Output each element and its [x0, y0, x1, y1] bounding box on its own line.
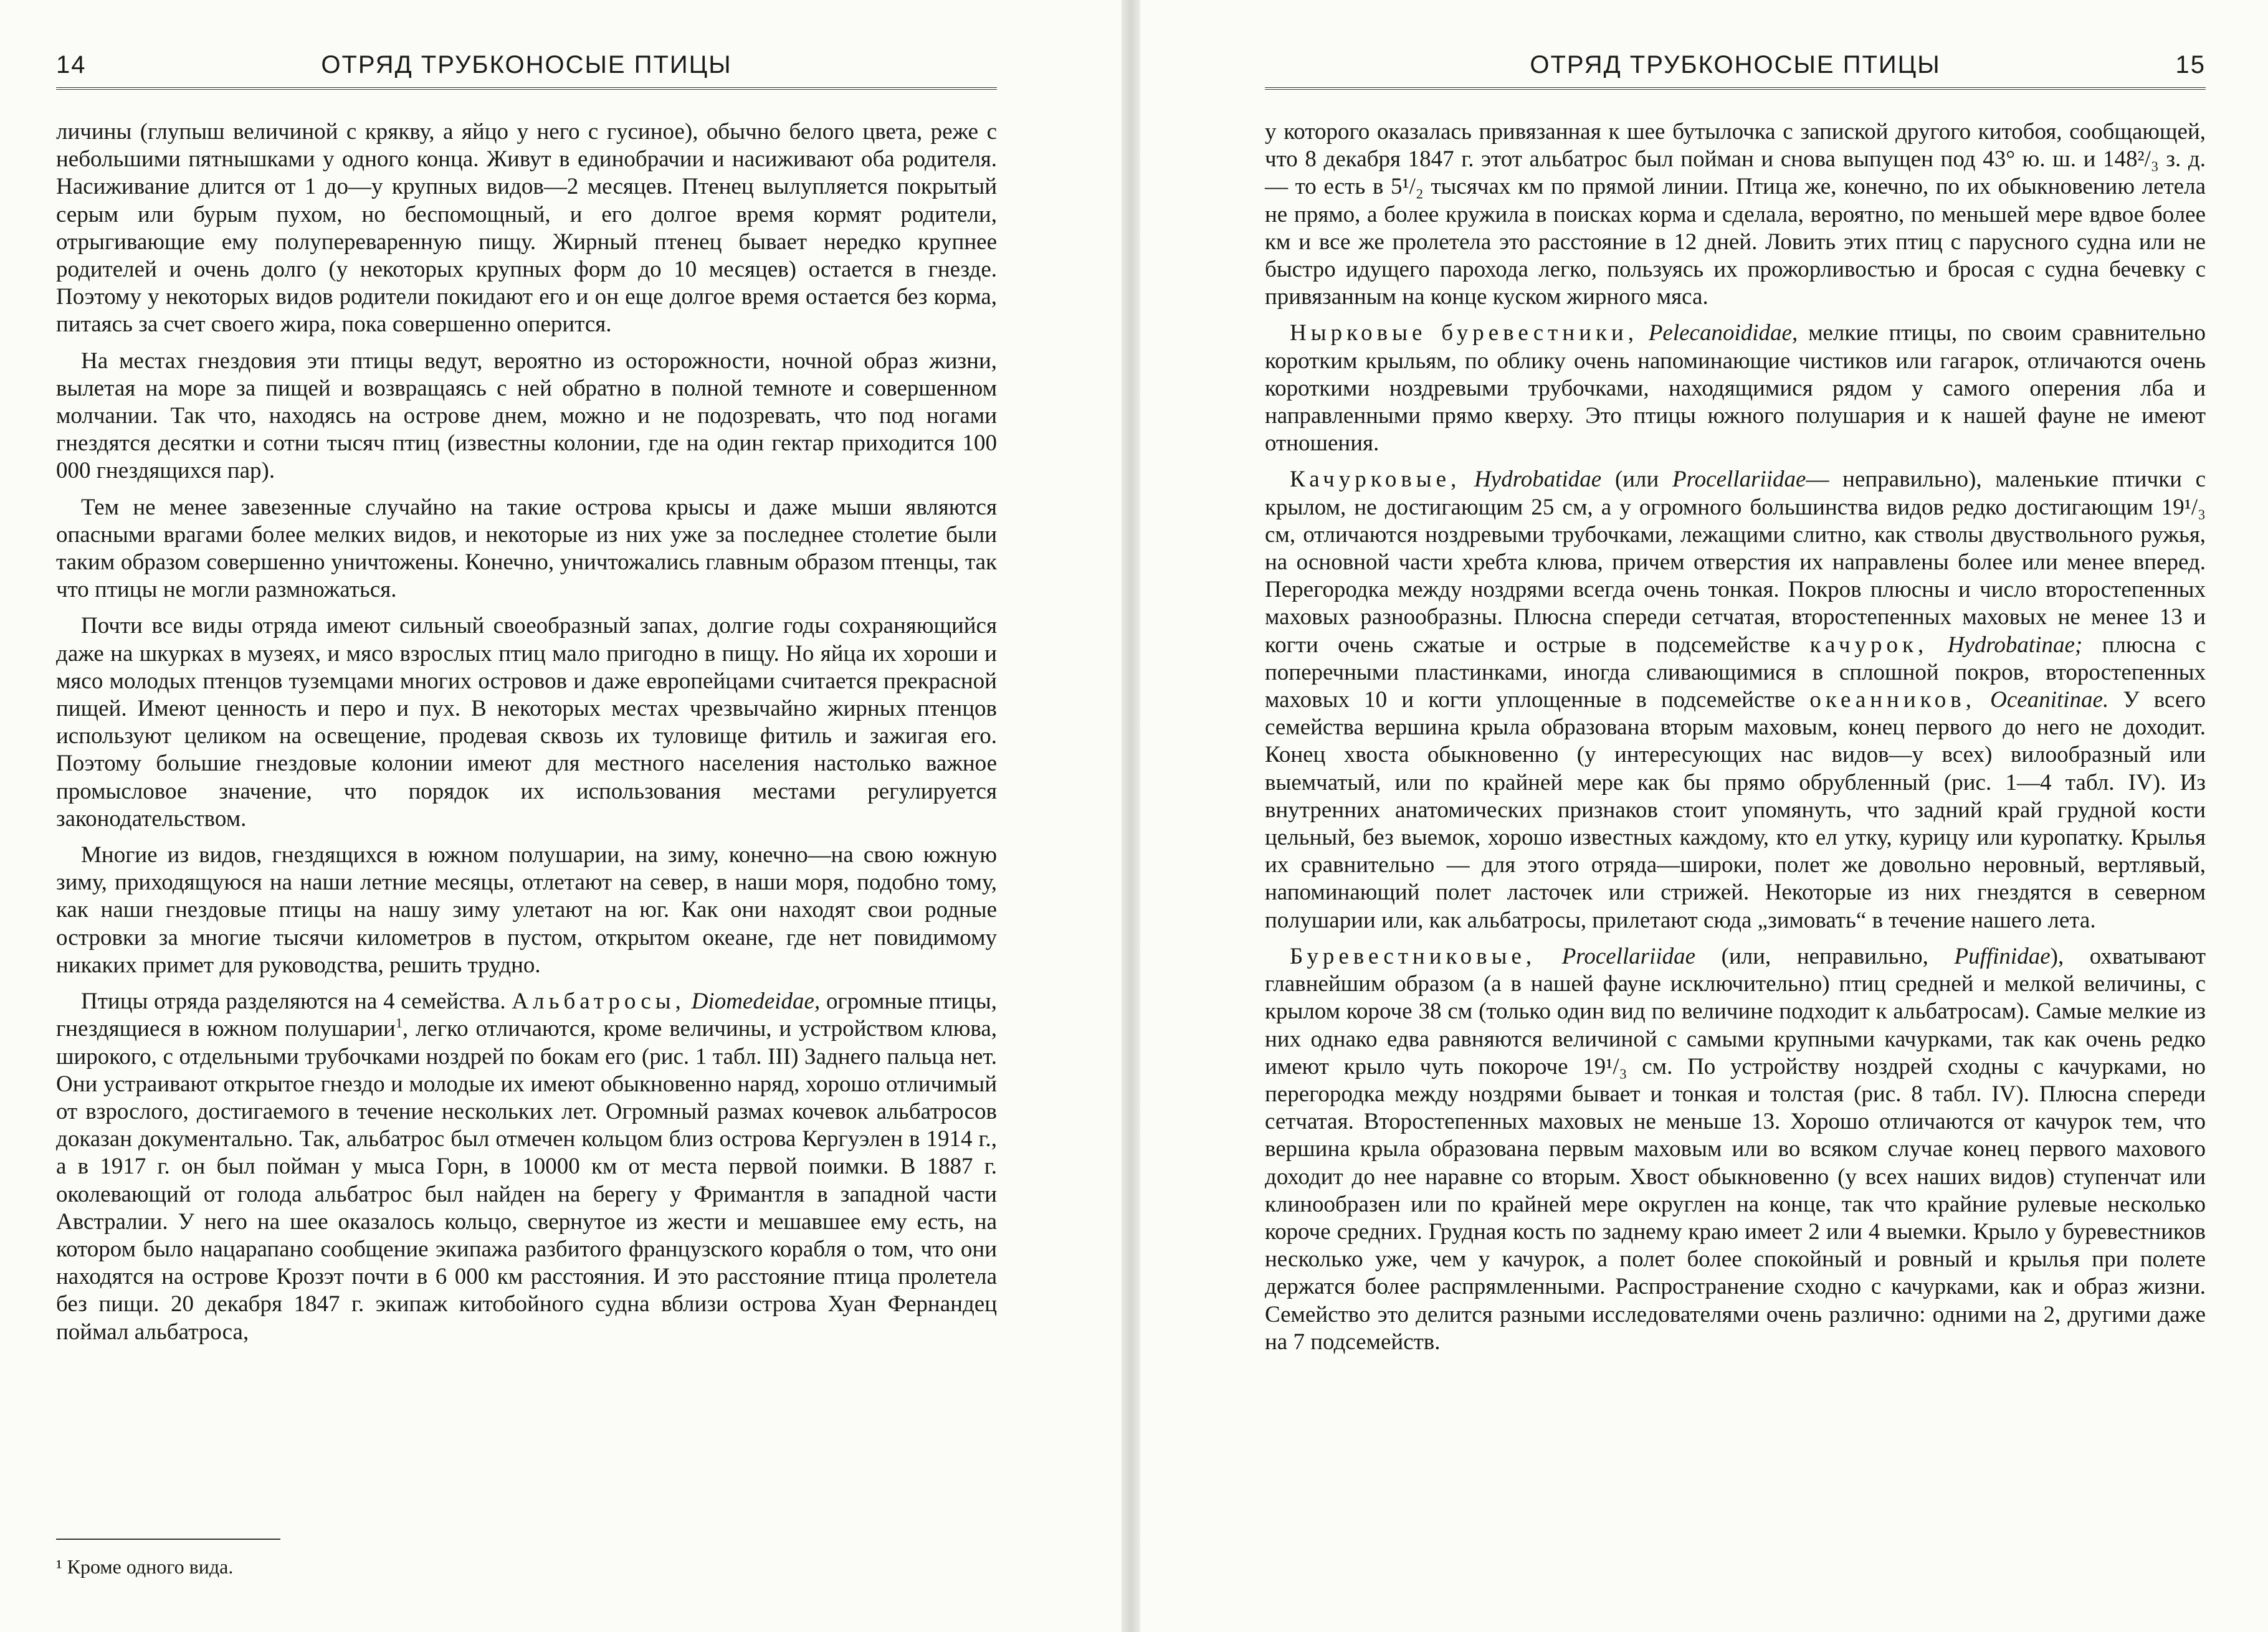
text-run: плюсна с поперечными пластинками, иногда сливающимися в сплошной покров, второстепенных маховых 10 и когти уплощенные в подсемействе	[1265, 632, 2206, 713]
latin-name: Hydrobatidae	[1474, 467, 1602, 493]
latin-name: Hydrobatinae;	[1947, 632, 2083, 658]
text-run: — неправильно), маленькие птички с крылом, не достигающим 25 см, а у огромного большинства видов редко достигающим 19¹/₃ см, отличаются ноздревыми трубочками, лежащими слитно, как стволы двуствольного ружья, на основной части хребта клюва, причем отверстия их направлены более или менее вперед. Перегородка между ноздрями всегда очень тонкая. Покров плюсны и число второстепенных маховых разнообразны. Плюсна спереди сетчатая, второстепенных маховых не менее 13 и когти очень сжатые и острые в подсемействе	[1265, 467, 2206, 658]
paragraph-storm-petrels	[1265, 466, 2206, 934]
left-running-title: ОТРЯД ТРУБКОНОСЫЕ ПТИЦЫ	[321, 51, 732, 78]
paragraph-petrels	[1265, 943, 2206, 1356]
right-page	[1140, 0, 2268, 1632]
latin-name: Procellariidae	[1672, 467, 1806, 493]
left-page	[0, 0, 1122, 1632]
text-run: огромные птицы, гнездящиеся в южном полушарии	[56, 989, 998, 1042]
paragraph: личины (глупыш величиной с крякву, а яйцо у него с гусиное), обычно белого цвета, реже с небольшими пятнышками у одного конца. Живут в единобрачии и насиживают оба родителя. Насиживание длится от 1 до—у крупных видов—2 месяцев. Птенец вылупляется покрытый серым или бурым пухом, но беспомощный, и его долгое время кормят родители, отрыгивающие ему полупереваренную пищу. Жирный птенец бывает нередко крупнее родителей и очень долго (у некоторых крупных форм до 10 месяцев) остается в гнезде. Поэтому у некоторых видов родители покидают его и он еще долгое время остается без корма, питаясь за счет своего жира, пока совершенно оперится.	[56, 119, 997, 338]
latin-name: Oceanitinae.	[1990, 687, 2109, 713]
footnote: ¹ Кроме одного вида.	[56, 1555, 234, 1578]
right-running-header	[1265, 44, 2206, 90]
latin-name: Puffinidae	[1954, 943, 2051, 969]
text-run: (или, неправильно,	[1721, 943, 1928, 969]
paragraph: у которого оказалась привязанная к шее бутылочка с запиской другого китобоя, сообщающей, что 8 декабря 1847 г. этот альбатрос был пойман и снова выпущен под 43° ю. ш. и 148²/₃ з. д. — то есть в 5¹/₂ тысячах км по прямой линии. Птица же, конечно, по их обыкновению летела не прямо, а более кружила в поисках корма и сделала, вероятно, по меньшей мере вдвое более км и все же пролетела это расстояние в 12 дней. Ловить этих птиц с парусного судна или не быстро идущего парохода легко, пользуясь их прожорливостью и бросая с судна бечевку с привязанным на конце куском жирного мяса.	[1265, 119, 2206, 310]
text-run: , легко отличаются, кроме величины, и устройством клюва, широкого, с отдельными трубочками ноздрей по бокам его (рис. 1 табл. III) Заднего пальца нет. Они устраивают открытое гнездо и молодые их имеют обыкновенно наряд, хорошо отличимый от взрослого, достигаемого в течение нескольких лет. Огромный размах кочевок альбатросов доказан документально. Так, альбатрос был отмечен кольцом близ острова Кергуэлен в 1914 г., а в 1917 г. он был пойман у мыса Горн, в 10000 км от места первой поимки. В 1887 г. околевающий от голода альбатрос был найден на берегу у Фримантля в западной части Австралии. У него на шее оказалось кольцо, свернутое из жести и мешавшее ему есть, на котором было нацарапано сообщение экипажа разбитого французского корабля о том, что они находятся на острове Крозэт почти в 6 000 км расстояния. И это расстояние птица пролетела без пищи. 20 декабря 1847 г. экипаж китобойного судна вблизи острова Хуан Фернандец поймал альбатроса,	[56, 1016, 998, 1345]
paragraph: Многие из видов, гнездящихся в южном полушарии, на зиму, конечно—на свою южную зиму, приходящуюся на наши летние месяцы, отлетают на север, в наши моря, подобно тому, как наши гнездовые птицы на нашу зиму улетают на юг. Как они находят свои родные островки за многие тысячи километров в пустом, открытом океане, где нет повидимому никаких примет для руководства, решить трудно.	[56, 842, 997, 978]
latin-name: Procellariidae	[1561, 943, 1696, 969]
subfamily-name: океанников,	[1809, 687, 1976, 713]
text-run: ), охватывают главнейшим образом (а в нашей фауне исключительно) птиц средней и мелкой величины, с крылом короче 38 см (только один вид по величине подходит к альбатросам). Самые мелкие из них однако едва равняются величиной с самыми крупными качурками, так как очень редко имеют крыло чуть покороче 19¹/₃ см. По устройству ноздрей сходны с качурками, но перегородка между ноздрями бывает и тонкая и толстая (рис. 8 табл. IV). Плюсна спереди сетчатая. Второстепенных маховых не меньше 13. Хорошо отличаются от качурок тем, что вершина крыла образована первым маховым или во всяком случае конец первого махового доходит до нее наравне со вторым. Хвост обыкновенно (у всех наших видов) ступенчат или клинообразен или по крайней мере округлен на конце, так что крайние рулевые несколько короче средних. Грудная кость по заднему краю имеет 2 или 4 выемки. Крыло у буревестников несколько уже, чем у качурок, а полет более спокойный и ровный и крылья при полете держатся более распрямленными. Распространение сходно с качурками, как и образ жизни. Семейство это делится разными исследователями очень различно: одними на 2, другими даже на 7 подсемейств.	[1265, 943, 2206, 1355]
latin-name: Diomedeidae,	[691, 989, 821, 1015]
left-page-number: 14	[56, 51, 87, 78]
right-page-number: 15	[2175, 51, 2206, 78]
paragraph-diving-petrels	[1265, 320, 2206, 457]
paragraph: Тем не менее завезенные случайно на такие острова крысы и даже мыши являются опасными врагами более мелких видов, и некоторые из них уже за последнее столетие были таким образом совершенно уничтожены. Конечно, уничтожались главным образом птенцы, так что птицы не могли размножаться.	[56, 494, 997, 603]
paragraph: На местах гнездовия эти птицы ведут, вероятно из осторожности, ночной образ жизни, вылетая на море за пищей и возвращаясь с ней обратно в полной темноте и совершенном молчании. Так что, находясь на острове днем, можно и не подозревать, что под ногами гнездятся десятки и сотни тысяч птиц (известны колонии, где на один гектар приходится 100 000 гнездящихся пар).	[56, 348, 997, 484]
footnote-rule	[56, 1539, 280, 1540]
latin-name: Pelecanoididae,	[1648, 320, 1798, 346]
paragraph: Почти все виды отряда имеют сильный своеобразный запах, долгие годы сохраняющийся даже на шкурках в музеях, и мясо взрослых птиц мало пригодно в пищу. Но яйца их хороши и мясо молодых птенцов туземцами многих островов и даже европейцами считается прекрасной пищей. Имеют ценность и перо и пух. В некоторых местах чрезвычайно жирных птенцов используют целиком на освещение, продевая сквозь их туловище фитиль и зажигая его. Поэтому большие гнездовые колонии имеют для местного населения настолько важное промысловое значение, что порядок их использования местами регулируется законодательством.	[56, 613, 997, 832]
family-name: Альбатросы,	[512, 989, 685, 1015]
text-run: (или	[1614, 467, 1659, 493]
footnote-mark: 1	[395, 1015, 403, 1031]
right-running-title: ОТРЯД ТРУБКОНОСЫЕ ПТИЦЫ	[1530, 51, 1941, 78]
text-run: У всего семейства вершина крыла образована вторым маховым, конец первого до него не доходит. Конец хвоста обыкновенно (у интересующих нас видов—у всех) вилообразный или выемчатый, или по крайней мере как бы прямо обрубленный (рис. 1—4 табл. IV). Из внутренних анатомических признаков стоит упомянуть, что задний край грудной кости цельный, без выемок, хорошо известных каждому, кто ел утку, курицу или куропатку. Крылья их сравнительно — для этого отряда—широки, полет же довольно неровный, вертлявый, напоминающий полет ласточек или стрижей. Некоторые из них гнездятся в северном полушарии или, как альбатросы, прилетают сюда „зимовать“ в течение нашего лета.	[1265, 687, 2206, 933]
subfamily-name: качурок,	[1809, 632, 1928, 658]
text-run: мелкие птицы, по своим сравнительно коротким крыльям, по облику очень напоминающие чистиков или гагарок, отличаются очень короткими ноздревыми трубочками, находящимися рядом у самого оперения лба и направленными прямо кверху. Это птицы южного полушария и к нашей фауне не имеют отношения.	[1265, 320, 2206, 457]
family-name: Качурковые,	[1290, 467, 1461, 493]
paragraph-albatrosses	[56, 988, 997, 1346]
right-page-body	[1265, 118, 2206, 1356]
left-page-body	[56, 118, 997, 1346]
family-name: Нырковые буревестники,	[1290, 320, 1638, 346]
family-name: Буревестниковые,	[1290, 943, 1537, 969]
text-run: Птицы отряда разделяются на 4 семейства.	[81, 989, 506, 1015]
book-gutter	[1122, 0, 1140, 1632]
left-running-header	[56, 44, 997, 90]
